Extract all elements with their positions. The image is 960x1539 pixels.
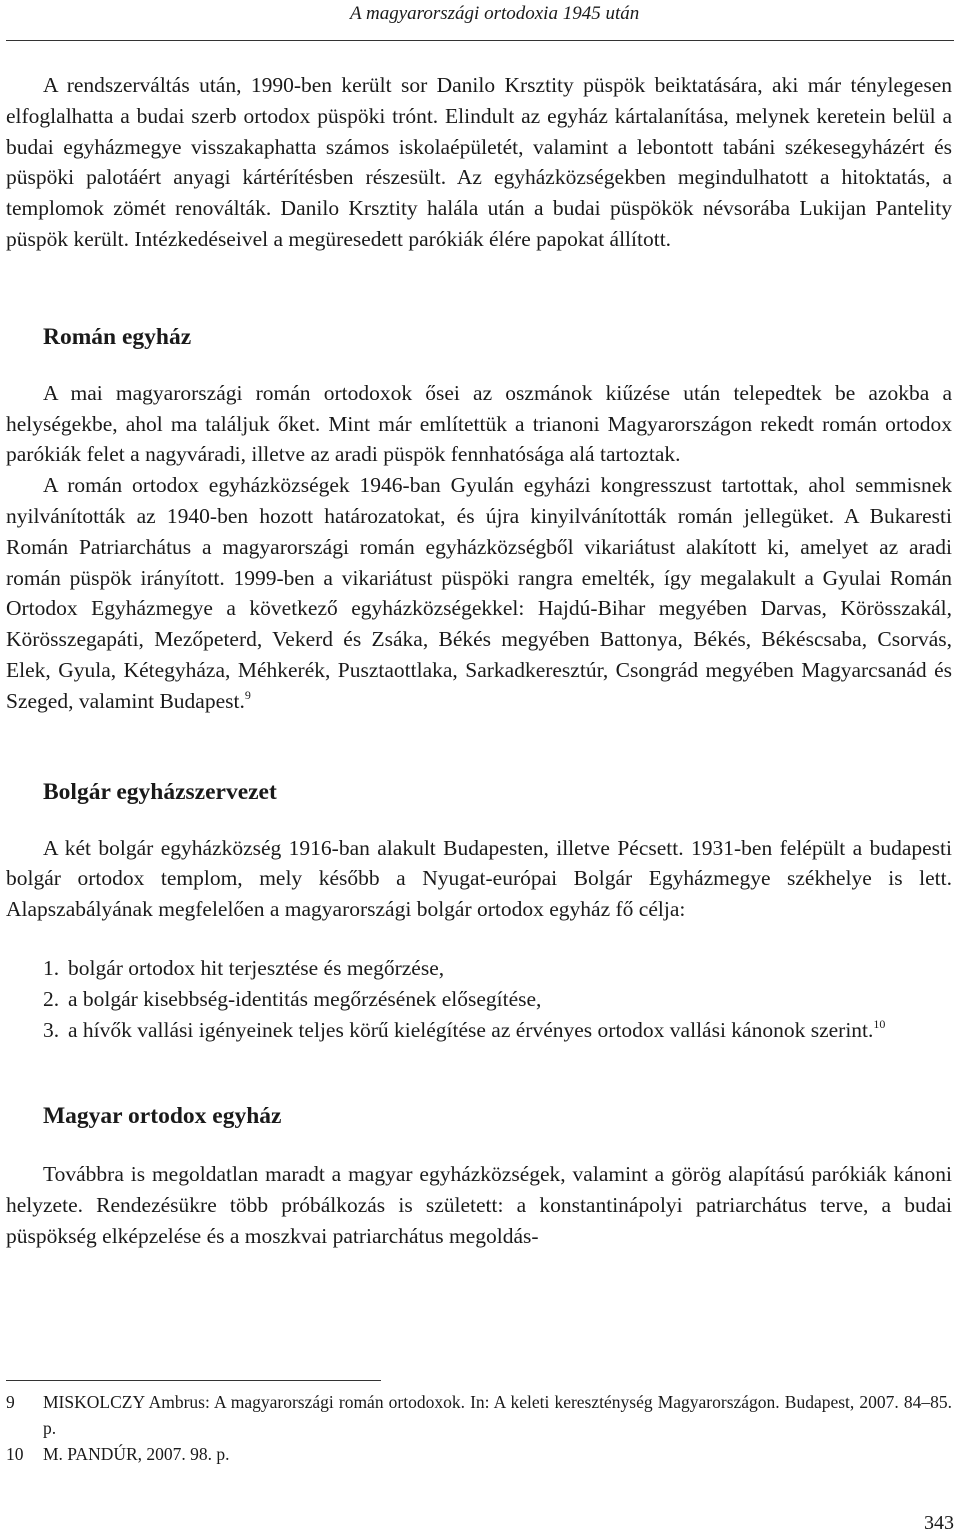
footnote-number: 9 — [6, 1392, 15, 1412]
footnote-rule — [6, 1380, 381, 1381]
list-item — [6, 984, 952, 1015]
goals-list — [6, 953, 952, 1045]
list-number: 3. — [43, 1017, 60, 1042]
list-text: a hívők vallási igényeinek teljes körű kielégítése az érvényes ortodox vallási kánonok szerint. — [68, 1017, 874, 1042]
paragraph: A rendszerváltás után, 1990-ben került sor Danilo Krsztity püspök beiktatására, aki már ténylegesen elfoglalhatta a budai szerb ortodox püspöki trónt. Elindult az egyház kártalanítása, melynek keretein belül a budai egyházmegye visszakaphatta számos iskolaépületét, valamint a lebontott tabáni székesegyházért és püspöki palotáért anyagi kártérítésben részesült. Az egyházközségekben megindulhatott a hitoktatás, a templomok zömét renoválták. Danilo Krsztity halála után a budai püspökök névsorába Lukijan Pantelity püspök került. Intézkedéseivel a megüresedett parókiák élére papokat állított. — [6, 73, 952, 251]
paragraph-text: A román ortodox egyházközségek 1946-ban Gyulán egyházi kongresszust tartottak, ahol semmisnek nyilvánították az 1940-ben hozott határozatokat, és újra kinyilvánították román jellegüket. A Bukaresti Román Patriarchátus a magyarországi román egyházközségből vikariátust alakított ki, amelyet az aradi román püspök irányított. 1999-ben a vikariátust püspöki rangra emelték, így megalakult a Gyulai Román Ortodox Egyházmegye a következő egyházközségekkel: Hajdú-Bihar megyében Darvas, Körösszakál, Körösszegapáti, Mezőpeterd, Vekerd és Zsáka, Békés megyében Battonya, Békés, Békéscsaba, Csorvás, Elek, Gyula, Kétegyháza, Méhkerék, Pusztaottlaka, Sarkadkeresztúr, Csongrád megyében Magyarcsanád és Szeged, valamint Budapest. — [6, 473, 952, 713]
section-heading-bolgar: Bolgár egyházszervezet — [43, 778, 277, 805]
list-text: a bolgár kisebbség-identitás megőrzésének elősegítése, — [68, 986, 542, 1011]
page-number: 343 — [924, 1512, 954, 1534]
running-title: A magyarországi ortodoxia 1945 után — [350, 3, 640, 24]
section-heading-roman: Román egyház — [43, 323, 192, 350]
footnote-text: MISKOLCZY Ambrus: A magyarországi román ortodoxok. In: A keleti kereszténység Magyarországon. Budapest, 2007. 84–85. p. — [43, 1392, 952, 1438]
footnote-ref: 10 — [873, 1016, 886, 1031]
paragraph-with-ref — [6, 470, 952, 716]
list-item — [6, 1015, 952, 1046]
paragraph: A mai magyarországi román ortodoxok ősei az oszmánok kiűzése után telepedtek be azokba a helységekbe, ahol ma találjuk őket. Mint már említettük a trianoni Magyarországon rekedt román ortodox parókiák felet a nagyváradi, illetve az aradi püspök fennhatósága alá tartoztak. — [6, 380, 952, 467]
footnote-ref: 9 — [244, 687, 251, 702]
list-number: 1. — [43, 955, 60, 980]
list-number: 2. — [43, 986, 60, 1011]
list-item — [6, 953, 952, 984]
section-heading-magyar: Magyar ortodox egyház — [43, 1103, 282, 1130]
footnote — [6, 1389, 952, 1441]
footnote — [6, 1441, 952, 1467]
paragraph: A két bolgár egyházközség 1916-ban alakult Budapesten, illetve Pécsett. 1931-ben felépült a budapesti bolgár ortodox templom, mely később a Nyugat-európai Bolgár Egyházmegye székhelye is lett. Alapszabályának megfelelően a magyarországi bolgár ortodox egyház fő célja: — [6, 835, 952, 922]
footnote-text: M. PANDÚR, 2007. 98. p. — [43, 1444, 230, 1464]
header-rule — [6, 40, 954, 41]
footnote-number: 10 — [6, 1444, 24, 1464]
footnotes — [6, 1389, 952, 1467]
list-text: bolgár ortodox hit terjesztése és megőrzése, — [68, 955, 445, 980]
page-body — [6, 70, 952, 1252]
paragraph: Továbbra is megoldatlan maradt a magyar egyházközségek, valamint a görög alapítású parókiák kánoni helyzete. Rendezésükre több próbálkozás is született: a konstantinápolyi patriarchátus terve, a budai püspökség elképzelése és a moszkvai patriarchátus megoldás- — [6, 1162, 952, 1248]
